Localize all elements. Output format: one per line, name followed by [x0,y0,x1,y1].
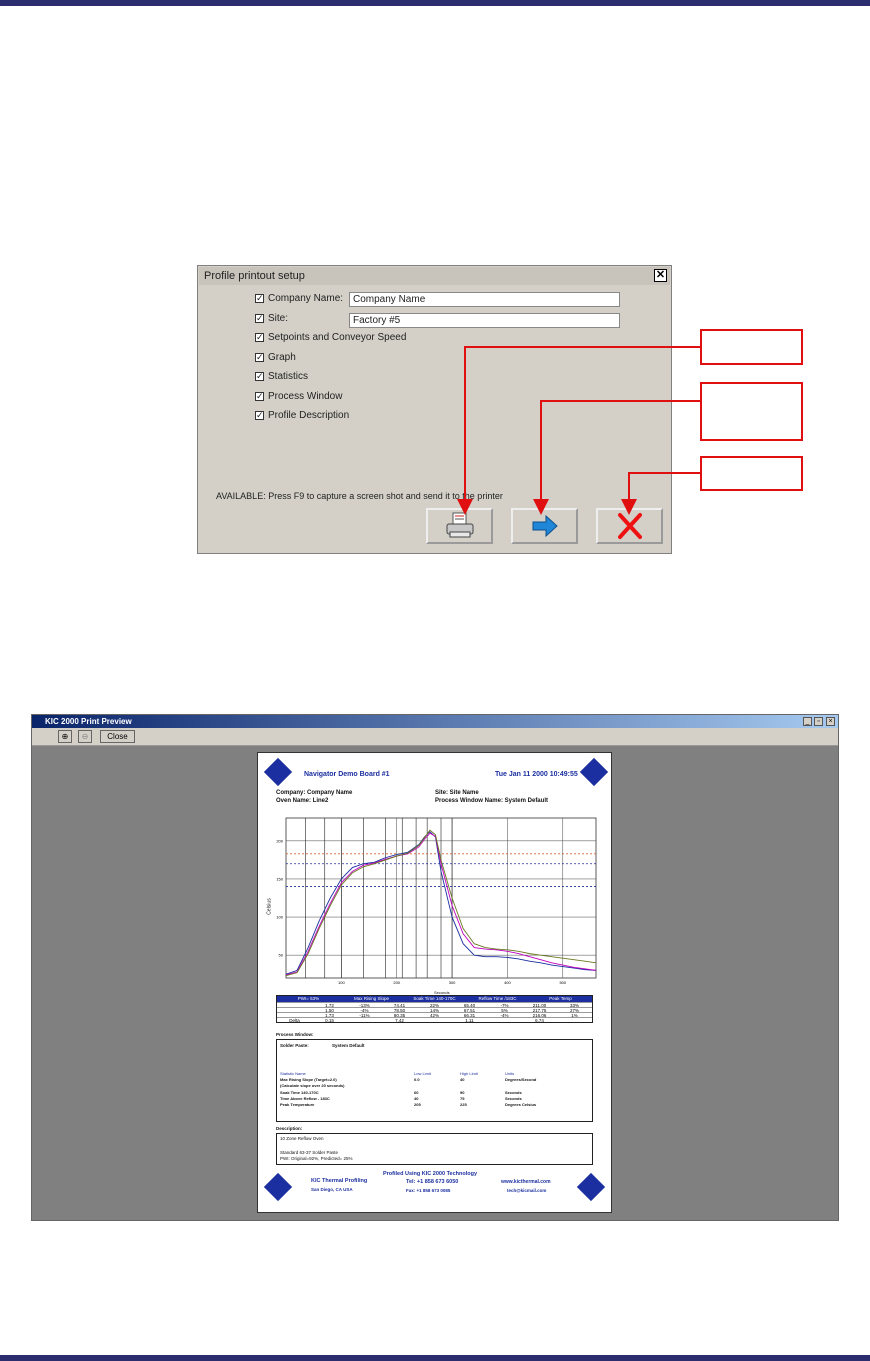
footer-email: tech@kicmail.com [507,1188,547,1193]
option-profile-description[interactable]: ✓ Profile Description [256,409,350,421]
solder-paste-value: System Default [332,1043,365,1048]
callout-box-cancel [700,456,803,491]
checkbox-icon[interactable]: ✓ [256,390,264,401]
statistics-table [276,995,593,1023]
option-statistics[interactable]: ✓ Statistics [256,370,309,382]
report-pw-name: Process Window Name: System Default [435,798,548,804]
dialog-title: Profile printout setup [199,267,670,285]
table-row: 1.72 -13% 74.41 22% 65.40 -7% 211.00 33% [277,1002,592,1007]
footer-city: San Diego, CA USA [311,1187,353,1192]
footer-company: KIC Thermal Profiling [311,1178,368,1184]
zoom-out-icon[interactable]: ⊖ [78,730,92,743]
preview-title: KIC 2000 Print Preview [32,715,838,728]
table-row: 1.73 -11% 80.35 42% 66.31 -4% 216.06 1% [277,1012,592,1017]
description-label: Description: [276,1126,303,1131]
process-window-box: Solder Paste: System Default Statistic Name Low Limit High Limit Units Max Rising Slope (Target=2.0) 0.0 40 Degrees/Second (Calculate slope over 20 seconds) Soak Time 140-170C 60 90 Seconds Time Above Reflow - 183C 40 75 Seconds Peak Temperature 205 225 Degrees Celsius [276,1039,593,1122]
y-tick-label: 100 [276,914,283,920]
zoom-in-icon[interactable]: ⊕ [58,730,72,743]
profile-chart [258,808,613,993]
option-process-window[interactable]: ✓ Process Window [256,390,343,402]
site-field[interactable]: Factory #5 [349,313,620,328]
process-window-label: Process Window: [276,1032,314,1037]
report-company: Company: Company Name [276,790,353,796]
annotation-arrows [0,0,870,600]
checkbox-icon[interactable]: ✓ [256,409,264,420]
report-site: Site: Site Name [435,790,479,796]
kic-logo-icon [577,1173,605,1201]
report-page [257,752,612,1213]
checkbox-icon[interactable]: ✓ [256,331,264,342]
x-tick-label: 500 [559,980,567,985]
available-hint: AVAILABLE: Press F9 to capture a screen shot and send it to the printer [216,491,503,501]
kic-logo-icon [580,758,608,786]
restore-icon[interactable]: ▫ [814,717,823,726]
callout-box-print [700,329,803,365]
checkbox-icon[interactable]: ✓ [256,292,264,303]
y-tick-label: 200 [276,838,283,844]
option-company-name[interactable]: ✓ Company Name: [256,292,344,304]
minimize-icon[interactable]: _ [803,717,812,726]
kic-logo-icon [264,758,292,786]
kic-logo-icon [264,1173,292,1201]
print-preview-window [31,714,839,1221]
y-axis-label: Celsius [266,898,273,915]
footer-profiled: Profiled Using KIC 2000 Technology [383,1171,478,1177]
footer-web: www.kicthermal.com [501,1179,551,1185]
close-button[interactable]: Close [100,730,135,743]
y-tick-label: 150 [276,876,283,882]
company-name-field[interactable]: Company Name [349,292,620,307]
callout-box-next [700,382,803,441]
x-tick-label: 100 [338,980,345,985]
preview-toolbar [32,728,838,746]
footer-fax: Fax: +1 858 673 0085 [406,1188,451,1193]
footer-tel: Tel: +1 858 673 6050 [406,1179,459,1185]
close-icon[interactable]: ✕ [655,269,666,281]
checkbox-icon[interactable]: ✓ [256,351,264,362]
window-close-icon[interactable]: × [826,717,835,726]
y-tick-label: 50 [278,952,283,958]
option-graph[interactable]: ✓ Graph [256,351,296,363]
bottom-rule [0,1355,870,1361]
x-tick-label: 200 [393,980,401,985]
solder-paste-label: Solder Paste: [280,1043,309,1048]
description-box: 10 Zone Reflow Oven Standard 63-37 Solder Paste PWI: Original=92%, Predicted= 25% [276,1133,593,1165]
option-setpoints[interactable]: ✓ Setpoints and Conveyor Speed [256,331,407,343]
x-axis-label: Seconds [434,990,450,995]
report-title: Navigator Demo Board #1 [304,771,390,778]
report-date: Tue Jan 11 2000 10:49:55 [495,771,578,778]
checkbox-icon[interactable]: ✓ [256,312,264,323]
x-tick-label: 300 [448,980,456,985]
report-oven: Oven Name: Line2 [276,798,329,804]
table-row: Delta 0.15 7.42 1.11 6.74 [277,1017,592,1022]
option-site[interactable]: ✓ Site: [256,312,289,324]
x-tick-label: 400 [504,980,511,985]
stats-header: PWI= 53% Max Rising Slope Soak Time 140-170C Reflow Time /183C Peak Temp [277,996,592,1002]
table-row: 1.50 -4% 78.50 14% 67.51 5% 217.75 27% [277,1007,592,1012]
checkbox-icon[interactable]: ✓ [256,370,264,381]
